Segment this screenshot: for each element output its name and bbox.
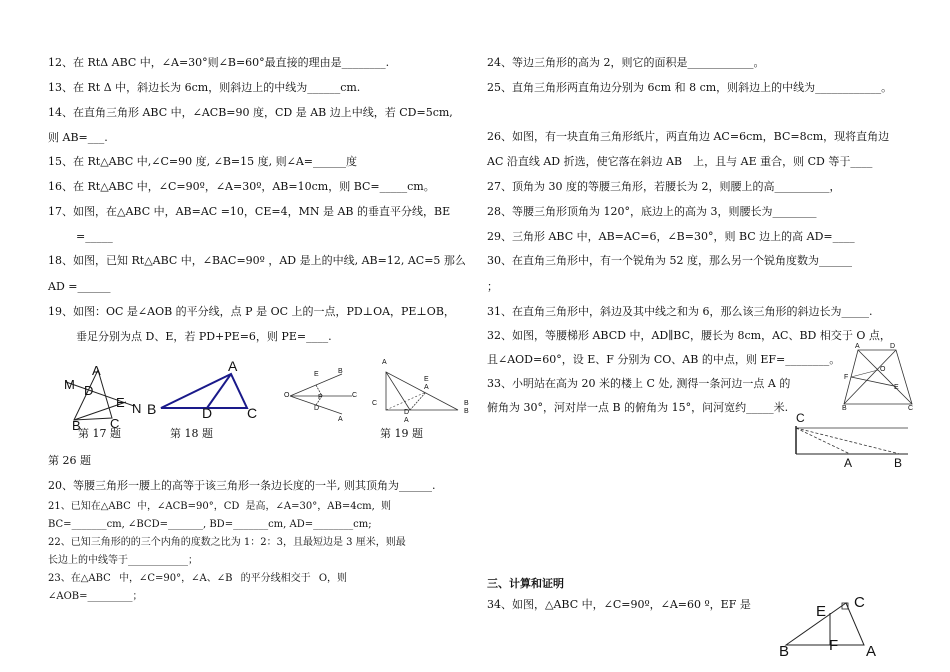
fig19-label-b: B [338,368,343,375]
fig26-label-a3: A [404,417,409,424]
question-12: 12、在 RtΔ ABC 中，∠A=30°则∠B=60°最直接的理由是________. [48,56,390,69]
fig17-label-e: E [116,395,125,410]
question-16: 16、在 Rt△ABC 中，∠C=90º，∠A=30º，AB=10cm，则 BC=_____cm。 [48,180,435,193]
fig26-label-d: D [404,409,410,416]
fig18-label-b: B [147,401,157,417]
fig32-label-c: C [908,405,914,412]
question-18: 18、如图，已知 Rt△ABC 中，∠BAC=90º ，AD 是上的中线, AB=12, AC=5 那么 [48,254,466,267]
figure-19-bisector [282,366,362,416]
question-17: 17、如图，在△ABC 中，AB=AC =10，CE=4，MN 是 AB 的垂直平分线，BE [48,205,451,218]
question-14: 14、在直角三角形 ABC 中，∠ACB=90 度，CD 是 AB 边上中线，若 CD=5cm, [48,106,453,119]
question-20: 20、等腰三角形一腰上的高等于该三角形一条边长度的一半, 则其顶角为______. [48,479,436,492]
fig26-label-b2: B [464,408,469,415]
fig34-label-f: F [829,637,839,654]
question-14-cont: 则 AB=___. [48,131,108,144]
question-13: 13、在 Rt Δ 中，斜边长为 6cm，则斜边上的中线为______cm. [48,81,361,94]
question-21: 21、已知在△ABC 中，∠ACB=90°，CD 是高，∠A=30°，AB=4cm, 则 [48,501,392,512]
fig19-label-c: C [352,392,358,399]
question-29: 29、三角形 ABC 中，AB=AC=6，∠B=30°，则 BC 边上的高 AD=____ [487,230,855,243]
question-30: 30、在直角三角形中，有一个锐角为 52 度，那么另一个锐角度数为______ [487,254,852,267]
question-32: 32、如图，等腰梯形 ABCD 中，AD∥BC，腰长为 8cm，AC、BD 相交于 O 点， [487,329,891,342]
question-27: 27、顶角为 30 度的等腰三角形，若腰长为 2，则腰上的高__________， [487,180,841,193]
fig17-label-b: B [72,418,81,433]
question-34: 34、如图，△ABC 中，∠C=90º，∠A=60 º，EF 是 [487,598,751,611]
question-32-cont: 且∠AOD=60°，设 E、F 分别为 CO、AB 的中点，则 EF=________。 [487,353,841,366]
fig17-label-m: M [64,377,75,392]
question-30-cont: ； [487,280,498,293]
question-21-cont: BC=_______cm, ∠BCD=_______, BD=_______cm, AD=________cm; [48,519,372,530]
question-26: 26、如图，有一块直角三角形纸片，两直角边 AC=6cm，BC=8cm，现将直角边 [487,130,890,143]
question-17-cont: =_____ [76,230,113,243]
fig33-label-b: B [894,456,903,470]
fig34-label-e: E [816,603,827,620]
figure-19-caption: 第 19 题 [380,427,423,440]
question-23: 23、在△ABC 中，∠C=90°，∠A、∠B 的平分线相交于 O，则 [48,573,348,584]
fig18-label-a: A [228,358,238,374]
fig17-label-c: C [110,416,120,431]
question-22-cont: 长边上的中线等于____________； [48,555,198,566]
question-19: 19、如图：OC 是∠AOB 的平分线，点 P 是 OC 上的一点，PD⊥OA，PE⊥OB， [48,305,455,318]
question-23-cont: ∠AOB=_________； [48,591,143,602]
fig18-label-d: D [202,405,213,421]
fig19-label-p: P [318,394,323,401]
fig32-label-b: B [842,405,847,412]
question-24: 24、等边三角形的高为 2，则它的面积是____________。 [487,56,765,69]
figure-32 [840,340,920,415]
fig17-label-d: D [84,383,94,398]
question-19-cont: 垂足分别为点 D、E，若 PD+PE=6，则 PE=____. [76,330,332,343]
fig32-label-a: A [855,343,860,350]
fig19-label-e: E [314,371,319,378]
fig26-label-b: B [464,400,469,407]
question-31: 31、在直角三角形中，斜边及其中线之和为 6，那么该三角形的斜边长为_____. [487,305,873,318]
section-3-heading: 三、计算和证明 [487,577,564,590]
figure-26 [380,366,470,416]
fig32-label-d: D [890,343,896,350]
fig32-label-o: O [880,366,886,373]
fig34-label-c: C [854,594,865,611]
fig26-label-a2: A [424,384,429,391]
fig19-label-d: D [314,405,320,412]
fig17-label-n: N [132,401,142,416]
fig33-label-a: A [844,456,853,470]
fig19-label-o: O [284,392,290,399]
fig33-label-c: C [796,411,805,425]
fig17-label-a: A [92,363,101,378]
question-22: 22、已知三角形的的三个内角的度数之比为 1：2：3，且最短边是 3 厘米，则最 [48,537,406,548]
question-18-cont: AD =______ [48,280,111,293]
fig19-label-a: A [338,416,343,423]
question-33: 33、小明站在高为 20 米的楼上 C 处, 测得一条河边一点 A 的 [487,377,791,390]
question-33-cont: 俯角为 30°，河对岸一点 B 的俯角为 15°，问河宽约_____米. [487,401,789,414]
question-15: 15、在 Rt△ABC 中,∠C=90 度, ∠B=15 度, 则∠A=______度 [48,155,358,168]
figure-17-caption: 第 17 题 [78,427,121,440]
fig26-label-c: C [372,400,378,407]
figure-26-caption: 第 26 题 [48,454,91,467]
question-26-cont: AC 沿直线 AD 折选，使它落在斜边 AB 上，且与 AE 重合，则 CD 等于____ [487,155,873,168]
figure-18-caption: 第 18 题 [170,427,213,440]
fig32-label-f: F [844,374,849,381]
fig34-label-b: B [779,643,790,660]
fig34-label-a: A [866,643,877,660]
fig32-label-e: E [894,384,899,391]
fig26-label-a: A [382,359,387,366]
question-25: 25、直角三角形两直角边分别为 6cm 和 8 cm，则斜边上的中线为____________。 [487,81,893,94]
fig18-label-c: C [247,405,258,421]
fig26-label-e: E [424,376,429,383]
question-28: 28、等腰三角形顶角为 120°，底边上的高为 3，则腰长为________ [487,205,817,218]
figure-33 [790,420,910,460]
